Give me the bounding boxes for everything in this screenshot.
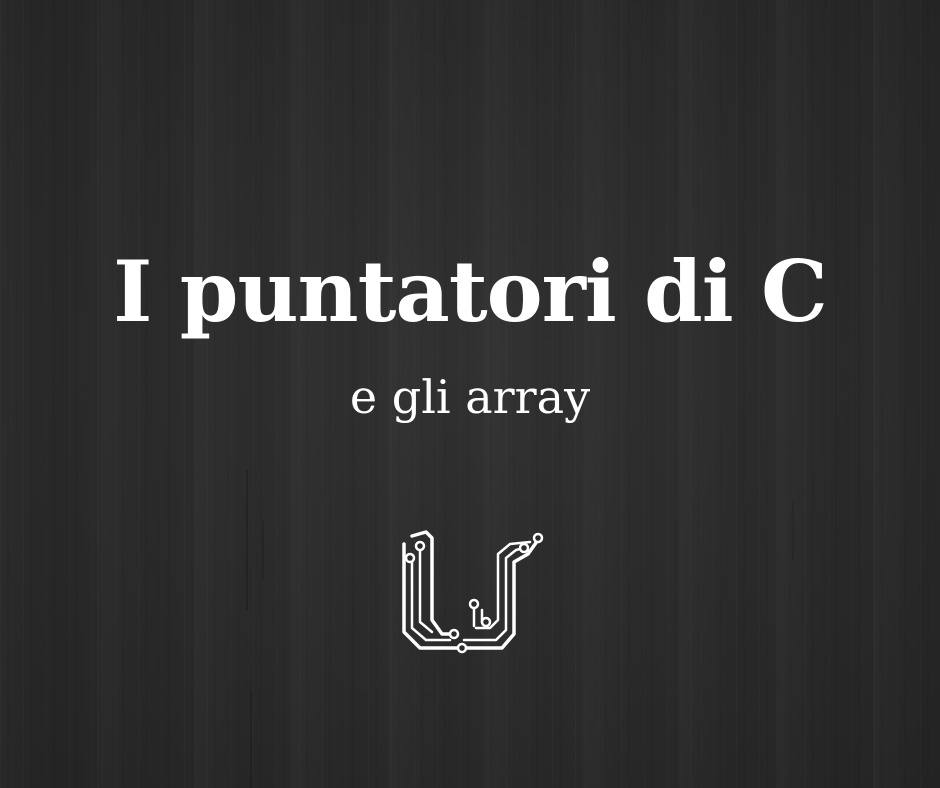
texture-scratch	[262, 520, 264, 580]
texture-scratch	[250, 690, 252, 788]
page-title: I puntatori di C	[113, 242, 827, 341]
texture-scratch	[792, 500, 794, 560]
texture-scratch	[246, 470, 248, 610]
circuit-u-logo-icon	[398, 524, 548, 658]
page-subtitle: e gli array	[349, 370, 591, 424]
